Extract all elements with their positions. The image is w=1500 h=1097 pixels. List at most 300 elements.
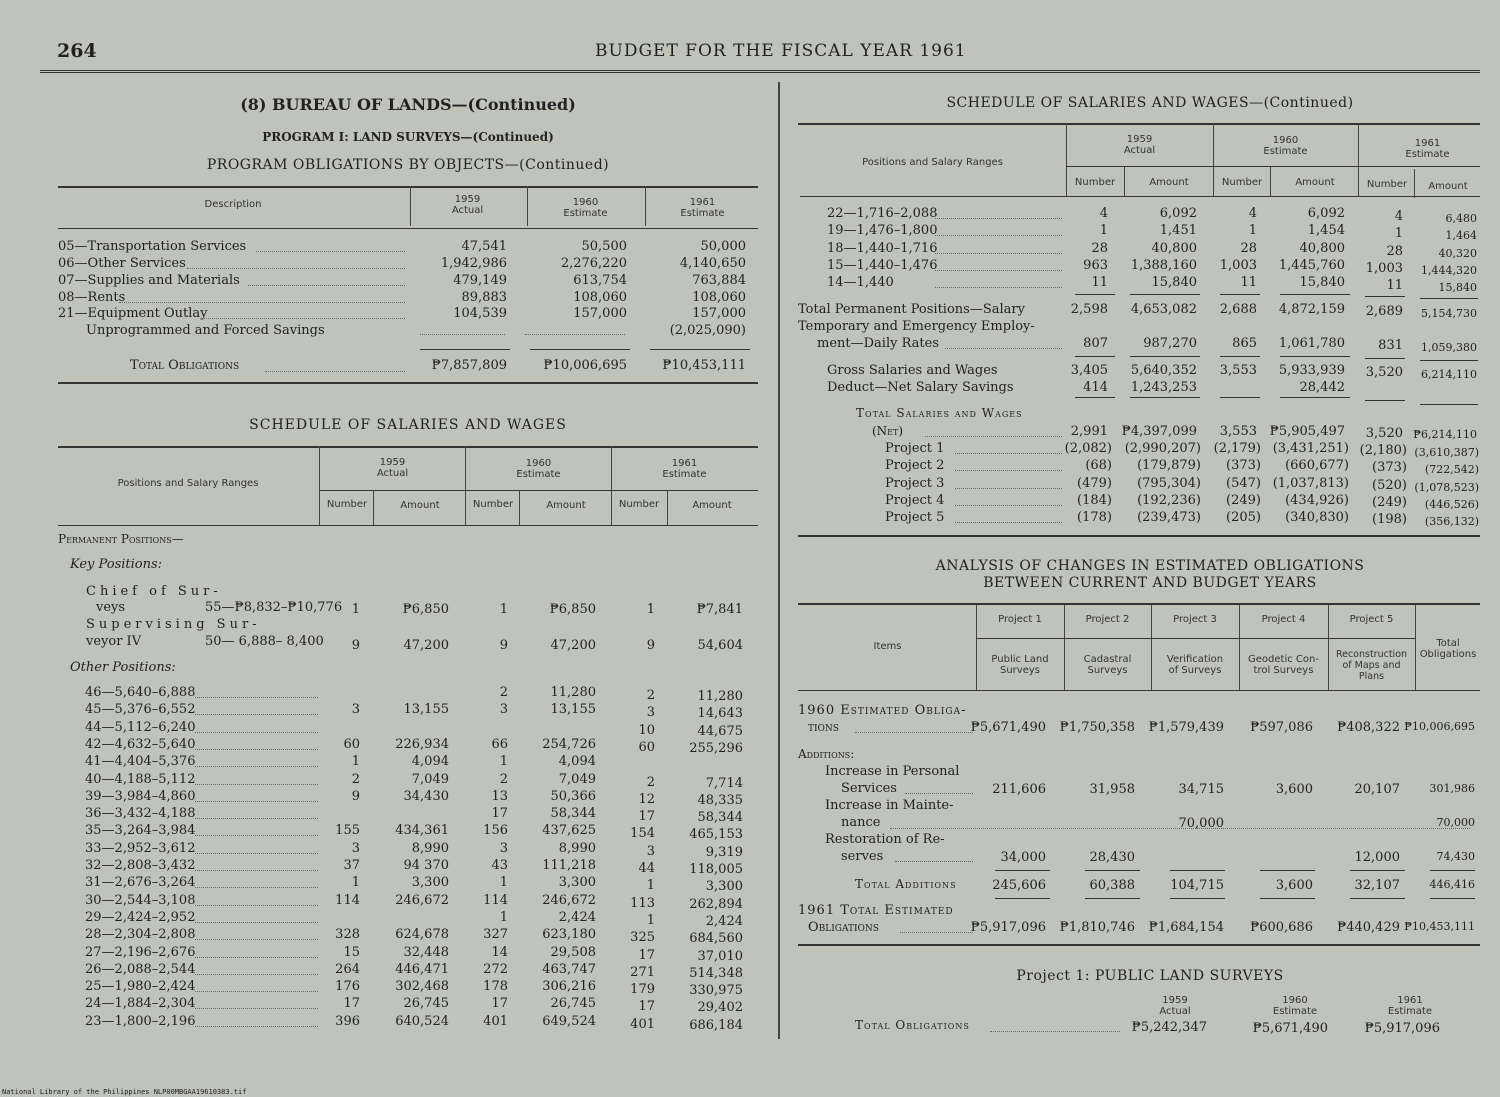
amount-1959: 640,524 bbox=[395, 1013, 449, 1029]
number-1959: 1 bbox=[351, 602, 360, 617]
number-1959: 3 bbox=[351, 702, 360, 718]
increase-personal-label-cont: Services bbox=[841, 781, 897, 796]
salary-total-label: Gross Salaries and Wages bbox=[827, 363, 998, 378]
analysis-project-1-value: 34,000 bbox=[1000, 850, 1046, 865]
number-1959: 963 bbox=[1083, 257, 1108, 273]
amount-1961: 11,280 bbox=[697, 689, 743, 704]
analysis-project-1-value: 211,606 bbox=[992, 782, 1046, 797]
rule bbox=[1280, 294, 1350, 295]
amount-1959: 32,448 bbox=[403, 944, 449, 960]
amount-1961: 1,464 bbox=[1445, 229, 1477, 243]
amount-1961: 48,335 bbox=[697, 792, 743, 808]
dot-leader bbox=[195, 853, 318, 854]
analysis-project-2-value: 60,388 bbox=[1089, 878, 1135, 893]
number-1960: (547) bbox=[1226, 475, 1261, 491]
salary-range-row: 40—4,188–5,112 bbox=[85, 771, 196, 787]
number-1960: 1 bbox=[499, 602, 508, 617]
analysis-project-3-value: ₱1,579,439 bbox=[1148, 720, 1224, 735]
dot-leader bbox=[195, 939, 318, 940]
dot-leader bbox=[955, 505, 1062, 506]
salary-range-row: 30—2,544–3,108 bbox=[85, 892, 196, 908]
dot-leader bbox=[195, 991, 318, 992]
number-1959: 114 bbox=[335, 892, 360, 908]
analysis-project-5-value: ₱408,322 bbox=[1337, 720, 1400, 735]
number-1961: 1 bbox=[646, 878, 655, 894]
amount-1961: 255,296 bbox=[689, 740, 743, 756]
number-1960: 272 bbox=[483, 961, 508, 977]
header-amount-2: Amount bbox=[546, 500, 586, 511]
number-1961: 3,520 bbox=[1365, 426, 1403, 441]
salary-range-row: 35—3,264–3,984 bbox=[85, 823, 196, 839]
rule bbox=[1260, 898, 1315, 899]
amount-1959: (179,879) bbox=[1137, 458, 1201, 474]
header-amount-3: Amount bbox=[692, 500, 732, 511]
object-1960-value: 108,060 bbox=[573, 290, 627, 305]
amount-1961: 118,005 bbox=[689, 862, 743, 877]
amount-1960: 2,424 bbox=[558, 909, 596, 925]
amount-1960: (3,431,251) bbox=[1272, 441, 1349, 456]
total-obligations-label: Total Obligations bbox=[130, 358, 240, 373]
number-1960: 2 bbox=[499, 771, 508, 787]
amount-1961: 7,714 bbox=[705, 775, 743, 791]
amount-1960: 4,872,159 bbox=[1278, 302, 1345, 317]
key-position-title: Chief of Sur- bbox=[86, 584, 222, 599]
object-row-label: 06—Other Services bbox=[58, 256, 186, 271]
amount-1961: 686,184 bbox=[689, 1017, 743, 1033]
net-salaries-label: Total Salaries and Wages bbox=[856, 406, 1023, 420]
rule bbox=[320, 490, 758, 491]
amount-1960: 26,745 bbox=[550, 996, 596, 1012]
number-1959: 396 bbox=[335, 1013, 360, 1029]
number-1960: 327 bbox=[483, 927, 508, 943]
salary-range-row: 25—1,980–2,424 bbox=[85, 979, 196, 995]
analysis-project-1-value: ₱5,917,096 bbox=[970, 920, 1046, 935]
object-row-label: Unprogrammed and Forced Savings bbox=[86, 323, 325, 338]
amount-1960: ₱5,905,497 bbox=[1269, 424, 1345, 439]
number-1959: 328 bbox=[335, 927, 360, 943]
amount-1960: ₱6,850 bbox=[549, 602, 596, 617]
other-positions-label: Other Positions: bbox=[70, 660, 176, 675]
salary-range-row: 15—1,440–1,476 bbox=[827, 257, 938, 273]
number-1959: 15 bbox=[343, 944, 360, 960]
dot-leader bbox=[195, 957, 318, 958]
number-1961: 1 bbox=[646, 912, 655, 928]
header-1961: 1961 Estimate bbox=[662, 458, 707, 480]
header-number-1: Number bbox=[1074, 177, 1116, 188]
header-project-1: Project 1 bbox=[998, 614, 1042, 625]
dot-leader bbox=[195, 870, 318, 871]
header-items: Items bbox=[873, 641, 902, 652]
object-row-label: 07—Supplies and Materials bbox=[58, 273, 240, 288]
header-number-1: Number bbox=[326, 499, 368, 510]
analysis-project-1-value: ₱5,671,490 bbox=[970, 720, 1046, 735]
amount-1961: 330,975 bbox=[689, 983, 743, 999]
dot-leader bbox=[195, 1026, 318, 1027]
amount-1959: (239,473) bbox=[1137, 510, 1201, 526]
rule bbox=[798, 690, 1480, 691]
object-1960-value: 50,500 bbox=[581, 239, 627, 254]
rule bbox=[1430, 898, 1475, 899]
rule bbox=[1420, 404, 1478, 405]
number-1961: 60 bbox=[638, 739, 655, 755]
number-1961: 2,689 bbox=[1365, 304, 1403, 319]
header-positions: Positions and Salary Ranges bbox=[117, 478, 259, 489]
object-1959-value: 1,942,986 bbox=[440, 256, 507, 271]
analysis-project-2-value: ₱1,750,358 bbox=[1059, 720, 1135, 735]
number-1959: 1 bbox=[351, 754, 360, 770]
number-1961: 44 bbox=[638, 861, 655, 876]
analysis-1961-label: 1961 Total Estimated bbox=[798, 903, 954, 918]
object-1959-value: 47,541 bbox=[461, 239, 507, 254]
number-1959: 3 bbox=[351, 840, 360, 856]
header-number-3: Number bbox=[618, 499, 660, 510]
amount-1960: 50,366 bbox=[550, 788, 596, 804]
amount-1960: 15,840 bbox=[1299, 275, 1345, 291]
project-row-label: Project 4 bbox=[885, 492, 945, 508]
dot-leader bbox=[195, 818, 318, 819]
number-1961: 2 bbox=[646, 774, 655, 790]
number-1961: 17 bbox=[638, 809, 655, 825]
rule bbox=[1420, 298, 1478, 299]
permanent-positions-label: Permanent Positions— bbox=[58, 532, 184, 546]
analysis-total-value: 301,986 bbox=[1429, 782, 1475, 795]
objects-header-rule bbox=[58, 228, 758, 229]
section-title: (8) BUREAU OF LANDS—(Continued) bbox=[240, 95, 576, 114]
dot-leader bbox=[195, 974, 318, 975]
number-1961: 325 bbox=[630, 930, 655, 946]
program-title: PROGRAM I: LAND SURVEYS—(Continued) bbox=[262, 130, 554, 144]
rule bbox=[1130, 397, 1200, 398]
object-1960-value: 613,754 bbox=[573, 273, 627, 288]
number-1960: 3,553 bbox=[1219, 424, 1257, 439]
rule bbox=[1365, 296, 1405, 297]
number-1960: 13 bbox=[491, 788, 508, 804]
analysis-total-value: 74,430 bbox=[1436, 850, 1475, 863]
right-sal-bottom-rule bbox=[798, 535, 1480, 537]
number-1960: 14 bbox=[491, 944, 508, 960]
number-1960: 1 bbox=[499, 909, 508, 925]
header-project-2-name: Cadastral Surveys bbox=[1083, 654, 1132, 676]
top-rule bbox=[40, 70, 1480, 73]
dot-leader bbox=[900, 932, 973, 933]
number-1961: 10 bbox=[638, 722, 655, 738]
rule bbox=[650, 349, 750, 350]
header-positions: Positions and Salary Ranges bbox=[862, 157, 1003, 168]
amount-1960: 4,094 bbox=[558, 754, 596, 770]
salary-range-row: 27—2,196–2,676 bbox=[85, 944, 196, 960]
objects-header-1961: 1961 Estimate bbox=[680, 197, 725, 219]
number-1960: 3,553 bbox=[1219, 363, 1257, 378]
rule bbox=[1075, 294, 1115, 295]
rule bbox=[800, 196, 1480, 197]
amount-1960: 306,216 bbox=[542, 979, 596, 995]
project-row-label: Project 3 bbox=[885, 475, 945, 491]
rule bbox=[1280, 397, 1350, 398]
dot-leader bbox=[248, 285, 405, 286]
dot-leader bbox=[935, 253, 1062, 254]
salary-range-row: 45—5,376–6,552 bbox=[85, 702, 196, 718]
object-1959-value: 89,883 bbox=[461, 290, 507, 305]
number-1960: 17 bbox=[491, 996, 508, 1012]
number-1961: 1,003 bbox=[1365, 260, 1403, 276]
number-1961: 3 bbox=[646, 843, 655, 859]
number-1959: 37 bbox=[343, 858, 360, 873]
header-number-3: Number bbox=[1366, 179, 1408, 190]
dot-leader bbox=[525, 334, 625, 335]
salary-range-row: 18—1,440–1,716 bbox=[827, 240, 938, 256]
number-1959: 9 bbox=[351, 638, 360, 653]
key-position-title: Supervising Sur- bbox=[86, 617, 261, 632]
restoration-label: Restoration of Re- bbox=[825, 832, 945, 847]
number-1961: 11 bbox=[1386, 278, 1403, 294]
number-1961: 1 bbox=[646, 602, 655, 617]
analysis-project-1-value: 245,606 bbox=[992, 878, 1046, 893]
number-1961: 154 bbox=[630, 826, 655, 842]
dot-leader bbox=[195, 697, 318, 698]
dot-leader bbox=[119, 302, 405, 303]
number-1960: 1 bbox=[499, 875, 508, 891]
analysis-top-rule bbox=[798, 603, 1480, 605]
amount-1960: 8,990 bbox=[558, 840, 596, 856]
amount-1960: 13,155 bbox=[550, 702, 596, 718]
rule bbox=[995, 898, 1050, 899]
rule bbox=[1130, 294, 1200, 295]
number-1960: 114 bbox=[483, 892, 508, 908]
object-1961-value: 763,884 bbox=[692, 273, 746, 288]
object-1961-value: 108,060 bbox=[692, 290, 746, 305]
number-1959: 3,405 bbox=[1070, 363, 1108, 378]
object-1961-value: 50,000 bbox=[700, 239, 746, 254]
number-1961: 12 bbox=[638, 791, 655, 807]
salaries-top-rule bbox=[58, 446, 758, 448]
amount-1961: 262,894 bbox=[689, 896, 743, 912]
amount-1960: 47,200 bbox=[550, 638, 596, 653]
analysis-project-4-value: ₱600,686 bbox=[1250, 920, 1313, 935]
number-1959: 176 bbox=[335, 979, 360, 995]
number-1961: 113 bbox=[630, 895, 655, 911]
object-row-label: 21—Equipment Outlay bbox=[58, 306, 208, 321]
column-rule bbox=[645, 186, 646, 226]
amount-1959: ₱4,397,099 bbox=[1121, 424, 1197, 439]
amount-1961: 3,300 bbox=[705, 879, 743, 895]
amount-1959: 434,361 bbox=[395, 823, 449, 839]
header-1959: 1959 Actual bbox=[1123, 134, 1156, 156]
total-additions-label: Total Additions bbox=[855, 877, 957, 891]
object-1960-value: 157,000 bbox=[573, 306, 627, 321]
objects-bottom-rule bbox=[58, 382, 758, 384]
dot-leader bbox=[195, 905, 318, 906]
amount-1961: 465,153 bbox=[689, 827, 743, 843]
increase-maintenance-label-cont: nance bbox=[841, 815, 881, 830]
dot-leader bbox=[195, 887, 318, 888]
analysis-project-3-value: 34,715 bbox=[1178, 782, 1224, 797]
right-sal-top-rule bbox=[798, 123, 1480, 125]
amount-1959: 47,200 bbox=[403, 638, 449, 653]
increase-maintenance-label: Increase in Mainte- bbox=[825, 798, 954, 813]
analysis-1961-label-cont: Obligations bbox=[808, 920, 879, 935]
number-1959: (178) bbox=[1077, 510, 1112, 526]
dot-leader bbox=[256, 251, 405, 252]
amount-1959: (192,236) bbox=[1137, 492, 1201, 508]
number-1960: 178 bbox=[483, 979, 508, 995]
analysis-1960-label-cont: tions bbox=[808, 720, 839, 735]
project1-header-1960: 1960 Estimate bbox=[1272, 995, 1318, 1017]
number-1960: 9 bbox=[499, 638, 508, 653]
header-1961: 1961 Estimate bbox=[1405, 138, 1450, 160]
amount-1959: 7,049 bbox=[411, 771, 449, 787]
objects-header-1959: 1959 Actual bbox=[451, 194, 484, 216]
header-project-3: Project 3 bbox=[1173, 614, 1217, 625]
number-1960: 2 bbox=[499, 685, 508, 700]
amount-1960: (434,926) bbox=[1285, 492, 1349, 508]
dot-leader bbox=[195, 922, 318, 923]
project1-total-label: Total Obligations bbox=[855, 1018, 970, 1032]
amount-1960: 246,672 bbox=[542, 892, 596, 908]
number-1959: 414 bbox=[1083, 380, 1108, 395]
salary-range-row: 39—3,984–4,860 bbox=[85, 788, 196, 804]
dot-leader bbox=[935, 218, 1062, 219]
objects-title: PROGRAM OBLIGATIONS BY OBJECTS—(Continued) bbox=[206, 157, 610, 173]
number-1961: 401 bbox=[630, 1016, 655, 1032]
amount-1959: 624,678 bbox=[395, 927, 449, 943]
dot-leader bbox=[955, 470, 1062, 471]
amount-1961: 1,059,380 bbox=[1421, 341, 1477, 354]
number-1959: 28 bbox=[1091, 240, 1108, 256]
header-project-5-name: Reconstruction of Maps and Plans bbox=[1335, 649, 1408, 682]
net-salaries-label-cont: (Net) bbox=[872, 424, 904, 438]
amount-1959: (795,304) bbox=[1137, 475, 1201, 491]
header-1960: 1960 Estimate bbox=[516, 458, 561, 480]
number-1960: 156 bbox=[483, 823, 508, 839]
amount-1961: 6,480 bbox=[1445, 212, 1477, 225]
dot-leader bbox=[925, 436, 1062, 437]
number-1961: 17 bbox=[638, 947, 655, 963]
key-position-title-cont: veyor IV bbox=[86, 634, 142, 649]
salary-total-label-cont: ment—Daily Rates bbox=[817, 336, 940, 351]
rule bbox=[1220, 294, 1260, 295]
amount-1961: (3,610,387) bbox=[1414, 446, 1479, 459]
amount-1959: 6,092 bbox=[1159, 206, 1197, 221]
amount-1959: 446,471 bbox=[395, 961, 449, 977]
amount-1959: 26,745 bbox=[403, 996, 449, 1012]
amount-1960: 28,442 bbox=[1299, 380, 1345, 395]
objects-top-rule bbox=[58, 186, 758, 188]
number-1961: 17 bbox=[638, 999, 655, 1015]
analysis-project-2-value: 28,430 bbox=[1089, 850, 1135, 865]
number-1959: 11 bbox=[1091, 275, 1108, 291]
salary-range-row: 33—2,952–3,612 bbox=[85, 840, 196, 856]
dot-leader bbox=[195, 801, 318, 802]
header-amount-1: Amount bbox=[400, 500, 440, 511]
amount-1959: 8,990 bbox=[411, 840, 449, 856]
amount-1959: 4,653,082 bbox=[1130, 302, 1197, 317]
salary-total-label: Deduct—Net Salary Savings bbox=[827, 380, 1014, 395]
object-1959-value: 479,149 bbox=[453, 273, 507, 288]
analysis-project-5-value: 20,107 bbox=[1354, 782, 1400, 797]
number-1959: 9 bbox=[351, 788, 360, 804]
project-row-label: Project 1 bbox=[885, 441, 945, 456]
number-1959: 2 bbox=[351, 771, 360, 787]
project1-1961: ₱5,917,096 bbox=[1364, 1021, 1440, 1036]
analysis-project-4-value: 3,600 bbox=[1275, 782, 1313, 797]
number-1959: (68) bbox=[1085, 458, 1112, 474]
dot-leader bbox=[935, 270, 1062, 271]
number-1960: 28 bbox=[1240, 240, 1257, 256]
restoration-label-cont: serves bbox=[841, 849, 884, 864]
analysis-project-5-value: 12,000 bbox=[1354, 850, 1400, 865]
amount-1960: 1,445,760 bbox=[1278, 257, 1345, 273]
amount-1961: (722,542) bbox=[1424, 463, 1479, 477]
amount-1961: 37,010 bbox=[697, 948, 743, 964]
amount-1961: 29,402 bbox=[697, 1000, 743, 1016]
footer-source: National Library of the Philippines NLP00MBGAA19610383.tif bbox=[2, 1088, 247, 1096]
amount-1961: 15,840 bbox=[1438, 281, 1477, 295]
dot-leader bbox=[935, 235, 1062, 236]
rule bbox=[1280, 356, 1350, 357]
salary-range-row: 23—1,800–2,196 bbox=[85, 1013, 196, 1029]
salaries-title: SCHEDULE OF SALARIES AND WAGES bbox=[249, 417, 567, 433]
objects-header-description: Description bbox=[204, 199, 262, 210]
amount-1959: (2,990,207) bbox=[1124, 441, 1201, 456]
amount-1961: 54,604 bbox=[697, 638, 743, 653]
salary-total-label: Temporary and Emergency Employ- bbox=[798, 319, 1035, 334]
salary-range-row: 36—3,432–4,188 bbox=[85, 806, 196, 822]
amount-1960: 1,454 bbox=[1307, 223, 1345, 239]
total-1959: ₱7,857,809 bbox=[431, 358, 507, 373]
dot-leader bbox=[420, 334, 505, 335]
salary-range-row: 32—2,808–3,432 bbox=[85, 858, 196, 873]
project-row-label: Project 2 bbox=[885, 458, 945, 474]
amount-1960: 1,061,780 bbox=[1278, 336, 1345, 351]
number-1960: (2,179) bbox=[1213, 441, 1261, 456]
amount-1961: 14,643 bbox=[697, 706, 743, 722]
dot-leader bbox=[195, 784, 318, 785]
analysis-project-5-value: 32,107 bbox=[1354, 878, 1400, 893]
header-project-4-name: Geodetic Con- trol Surveys bbox=[1248, 654, 1319, 676]
amount-1960: 40,800 bbox=[1299, 240, 1345, 256]
salary-range-row: 46—5,640–6,888 bbox=[85, 685, 196, 700]
object-1961-value: 157,000 bbox=[692, 306, 746, 321]
project1-title: Project 1: PUBLIC LAND SURVEYS bbox=[1016, 968, 1284, 984]
analysis-project-3-value: 104,715 bbox=[1170, 878, 1224, 893]
amount-1961: (356,132) bbox=[1424, 515, 1479, 529]
amount-1960: 6,092 bbox=[1307, 206, 1345, 221]
number-1961: 179 bbox=[630, 982, 655, 998]
amount-1960: (340,830) bbox=[1285, 510, 1349, 526]
project1-1959: ₱5,242,347 bbox=[1131, 1020, 1207, 1035]
analysis-project-4-value: 3,600 bbox=[1275, 878, 1313, 893]
number-1960: (373) bbox=[1226, 458, 1261, 474]
rule bbox=[995, 870, 1050, 871]
analysis-1960-label: 1960 Estimated Obliga- bbox=[798, 703, 967, 718]
header-number-2: Number bbox=[472, 499, 514, 510]
number-1959: (479) bbox=[1077, 475, 1112, 491]
object-1961-value: 4,140,650 bbox=[679, 256, 746, 271]
dot-leader bbox=[855, 732, 973, 733]
number-1959: 2,598 bbox=[1070, 302, 1108, 317]
rule bbox=[976, 638, 1415, 639]
amount-1959: 34,430 bbox=[403, 788, 449, 804]
rule bbox=[1130, 356, 1200, 357]
number-1961: 4 bbox=[1394, 209, 1403, 224]
number-1959: 264 bbox=[335, 961, 360, 977]
project1-header-1959: 1959 Actual bbox=[1159, 995, 1191, 1017]
amount-1960: 111,218 bbox=[542, 858, 596, 873]
number-1960: 3 bbox=[499, 840, 508, 856]
object-1961-value: (2,025,090) bbox=[669, 323, 746, 338]
amount-1959: 5,640,352 bbox=[1130, 363, 1197, 378]
number-1961: 1 bbox=[1394, 226, 1403, 242]
